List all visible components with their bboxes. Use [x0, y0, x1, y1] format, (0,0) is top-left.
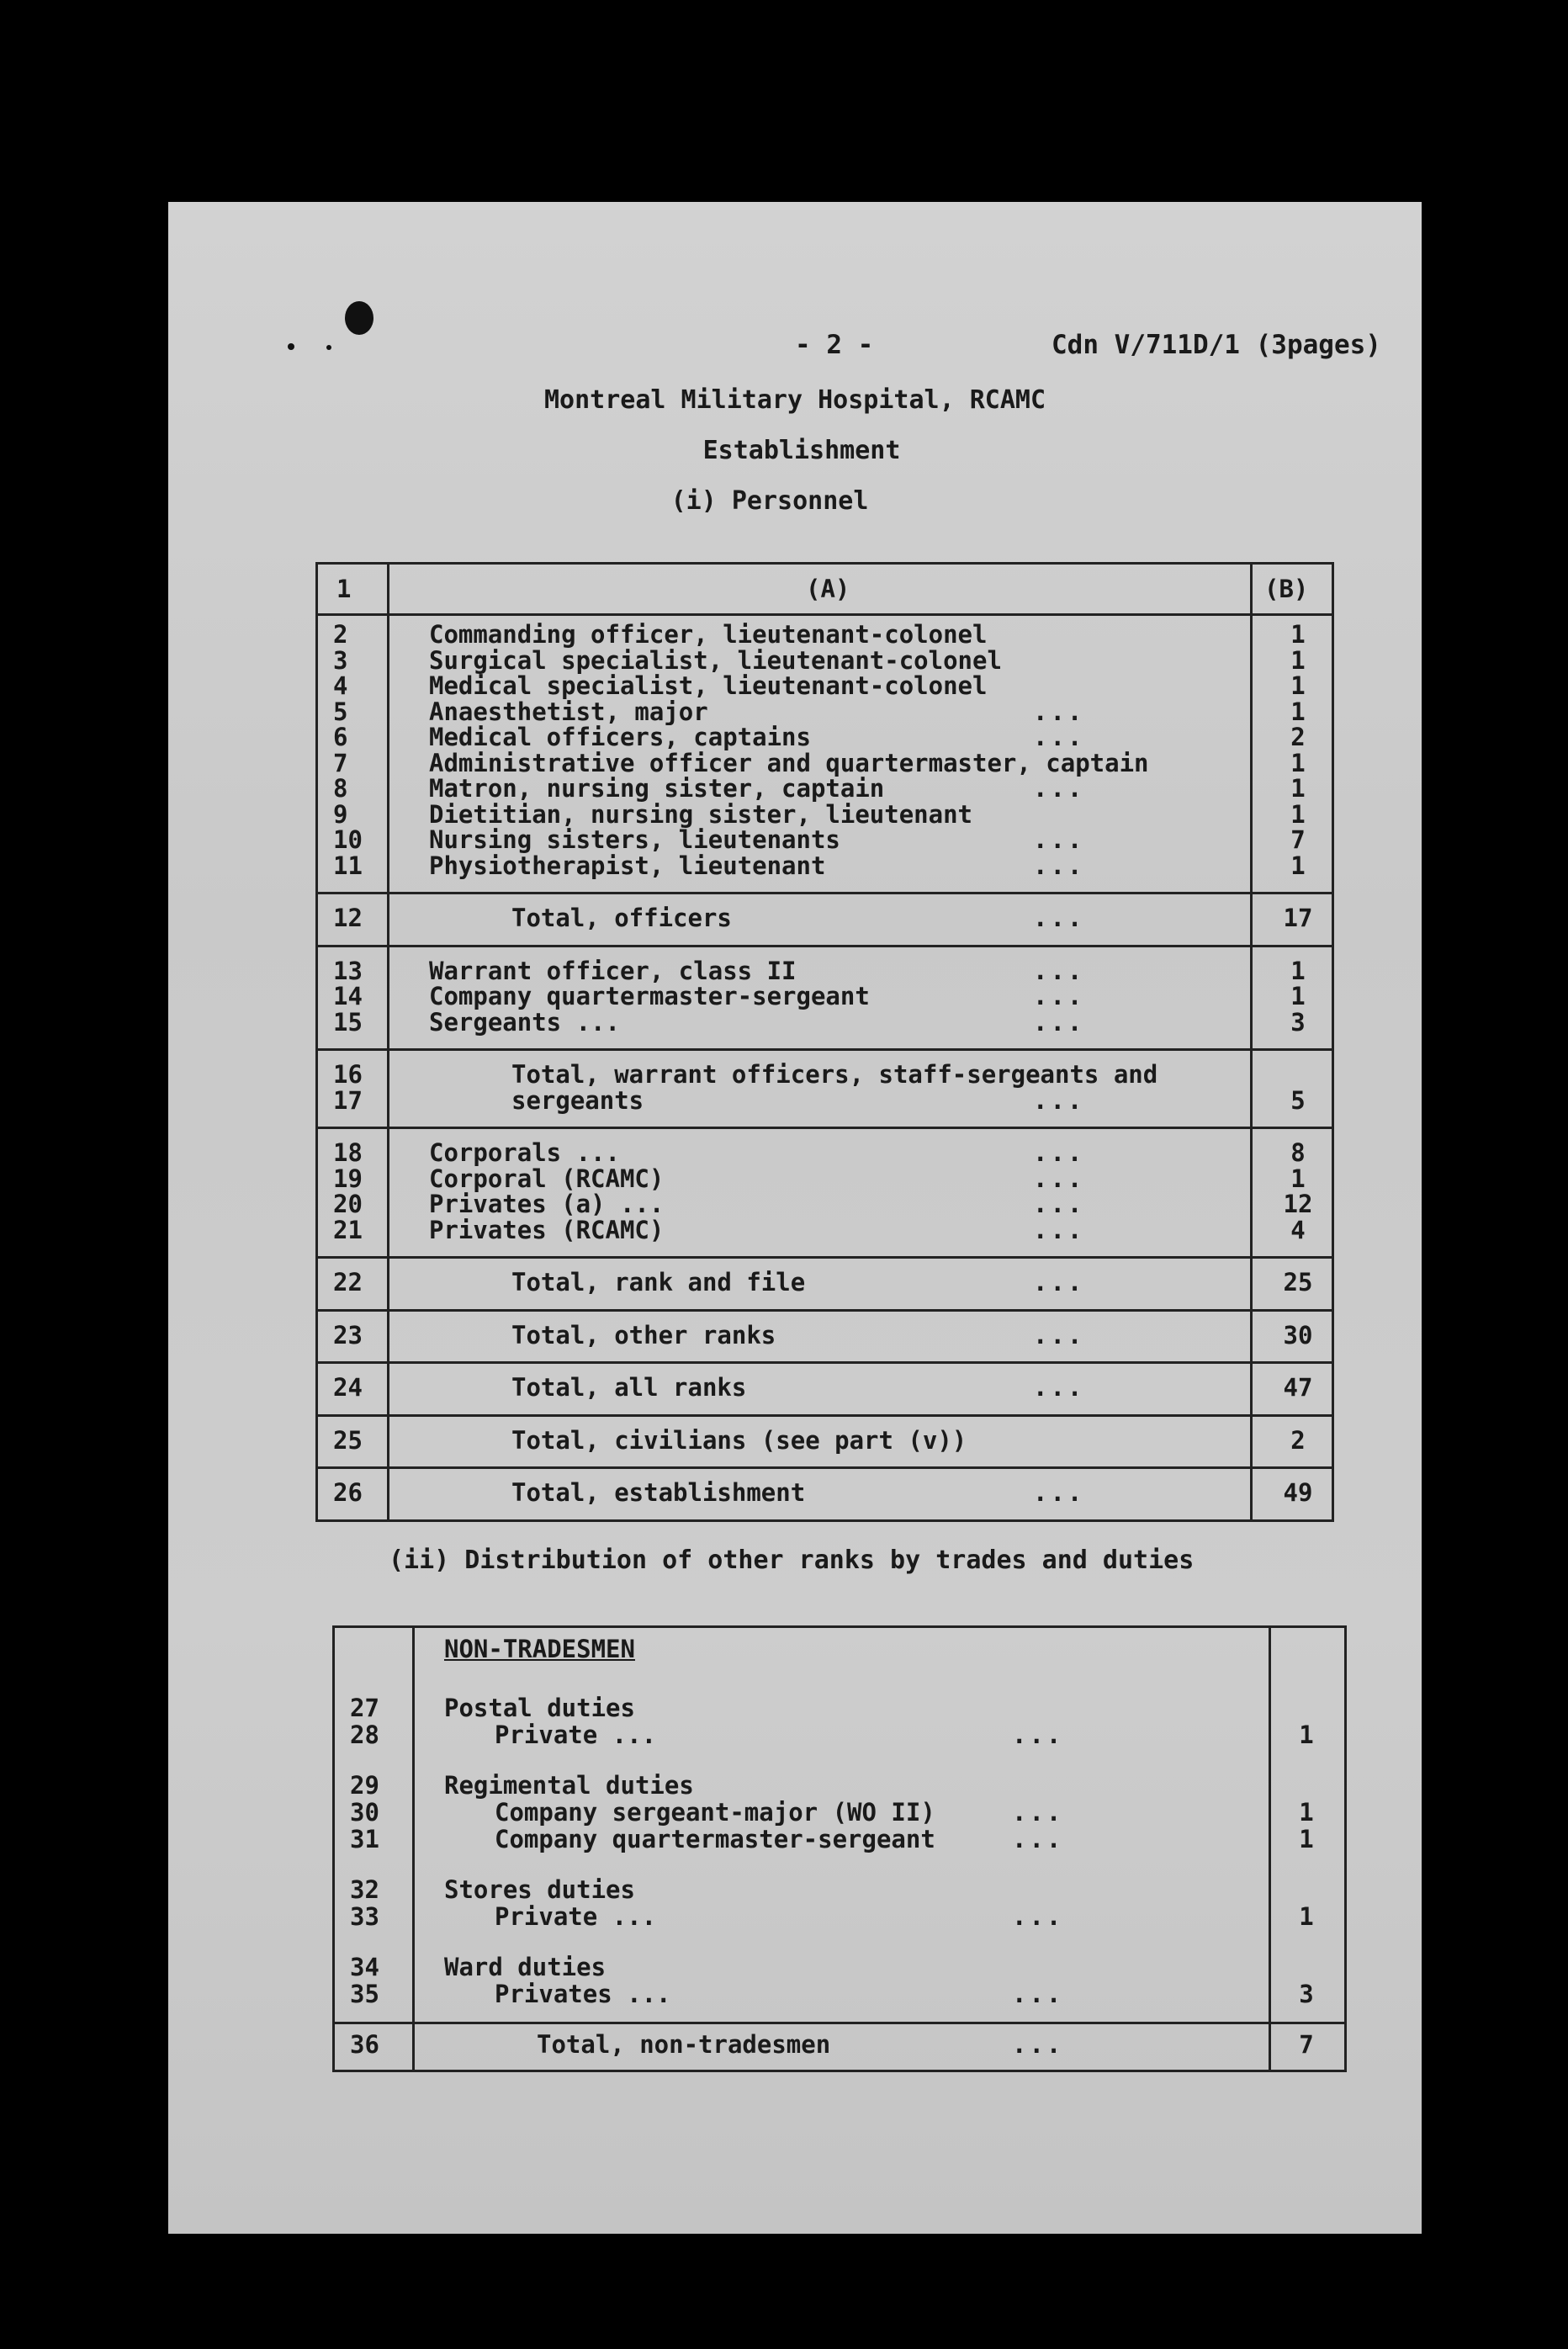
row-description: Company quartermaster-sergeant	[429, 982, 870, 1010]
row-leader-dots: ...	[1033, 723, 1085, 751]
row-description: Total, warrant officers, staff-sergeants and	[511, 1060, 1158, 1089]
row-number: 26	[333, 1478, 363, 1507]
row-value: 17	[1283, 904, 1313, 932]
row-description: Corporal (RCAMC)	[429, 1164, 665, 1193]
row-value: 3	[1290, 1007, 1306, 1037]
row-leader-dots: ...	[1033, 851, 1085, 880]
row-value: 1	[1290, 748, 1306, 777]
row-number: 2	[333, 620, 348, 649]
row-value: 1	[1290, 697, 1306, 726]
row-description: Dietitian, nursing sister, lieutenant	[429, 799, 973, 829]
total-row-leader-dots: ...	[1012, 2030, 1064, 2059]
row-number: 29	[350, 1771, 379, 1800]
group-divider	[318, 945, 1332, 947]
row-description: Warrant officer, class II	[429, 956, 797, 985]
row-value: 1	[1290, 851, 1306, 880]
row-value: 30	[1283, 1320, 1313, 1349]
row-number: 33	[350, 1902, 379, 1931]
row-value: 49	[1283, 1478, 1313, 1507]
column-num-header: 1	[336, 575, 352, 603]
ink-speck	[288, 343, 294, 350]
distribution-section-title: (ii) Distribution of other ranks by trades and duties	[389, 1546, 1195, 1575]
row-value: 1	[1290, 671, 1306, 700]
row-leader-dots: ...	[1033, 1138, 1085, 1167]
subsection-title: (i) Personnel	[670, 486, 869, 516]
row-value: 1	[1299, 1825, 1314, 1853]
row-leader-dots: ...	[1033, 1268, 1085, 1296]
section-title: Establishment	[702, 436, 901, 465]
row-leader-dots: ...	[1033, 1215, 1085, 1244]
group-divider	[318, 1309, 1332, 1312]
row-number: 23	[333, 1320, 363, 1349]
group-divider	[318, 1361, 1332, 1364]
group-divider	[318, 1048, 1332, 1051]
row-number: 24	[333, 1373, 363, 1402]
row-description: Total, all ranks	[511, 1373, 747, 1402]
row-number: 28	[350, 1721, 379, 1749]
row-value: 47	[1283, 1373, 1313, 1402]
row-leader-dots: ...	[1033, 697, 1085, 726]
ink-speck	[326, 345, 331, 350]
page-number: - 2 -	[795, 330, 874, 360]
column-a-header: (A)	[806, 575, 850, 603]
non-tradesmen-heading: NON-TRADESMEN	[444, 1635, 635, 1663]
document-title: Montreal Military Hospital, RCAMC	[543, 385, 1046, 415]
row-leader-dots: ...	[1012, 1825, 1064, 1853]
group-divider	[318, 1414, 1332, 1417]
row-value: 1	[1290, 799, 1306, 829]
row-leader-dots: ...	[1033, 1085, 1085, 1115]
row-description: Physiotherapist, lieutenant	[429, 851, 826, 880]
row-description: sergeants	[511, 1085, 644, 1115]
personnel-table	[315, 562, 1334, 1522]
row-number: 7	[333, 748, 348, 777]
row-number: 19	[333, 1164, 363, 1193]
row-number: 34	[350, 1953, 379, 1981]
row-leader-dots: ...	[1012, 1902, 1064, 1931]
row-number: 8	[333, 774, 348, 803]
row-leader-dots: ...	[1012, 1798, 1064, 1827]
row-number: 20	[333, 1190, 363, 1218]
total-divider	[335, 2022, 1344, 2024]
row-value: 2	[1290, 723, 1306, 751]
row-description: Medical officers, captains	[429, 723, 811, 751]
row-description: Total, establishment	[511, 1478, 806, 1507]
row-number: 14	[333, 982, 363, 1010]
row-description: Postal duties	[444, 1694, 635, 1722]
row-number: 9	[333, 799, 348, 829]
total-row-number: 36	[350, 2030, 379, 2059]
row-number: 32	[350, 1875, 379, 1904]
row-value: 1	[1290, 645, 1306, 675]
row-description: Corporals ...	[429, 1138, 620, 1167]
row-value: 12	[1283, 1190, 1313, 1218]
row-number: 18	[333, 1138, 363, 1167]
row-number: 27	[350, 1694, 379, 1722]
row-description: Anaesthetist, major	[429, 697, 708, 726]
row-number: 4	[333, 671, 348, 700]
row-number: 31	[350, 1825, 379, 1853]
row-description: Medical specialist, lieutenant-colonel	[429, 671, 988, 700]
row-value: 1	[1299, 1721, 1314, 1749]
row-description: Administrative officer and quartermaster, captain	[429, 748, 1149, 777]
row-description: Ward duties	[444, 1953, 607, 1981]
row-number: 6	[333, 723, 348, 751]
row-leader-dots: ...	[1033, 1478, 1085, 1507]
row-number: 35	[350, 1980, 379, 2008]
row-value: 25	[1283, 1268, 1313, 1296]
row-description: Surgical specialist, lieutenant-colonel	[429, 645, 1002, 675]
ink-blot	[345, 301, 373, 335]
row-description: Privates (RCAMC)	[429, 1215, 665, 1244]
total-row-description: Total, non-tradesmen	[537, 2030, 831, 2059]
row-leader-dots: ...	[1033, 982, 1085, 1010]
row-number: 30	[350, 1798, 379, 1827]
row-value: 1	[1299, 1798, 1314, 1827]
row-value: 7	[1290, 825, 1306, 854]
distribution-table	[332, 1625, 1347, 2072]
row-value: 2	[1290, 1425, 1306, 1455]
row-description: Total, rank and file	[511, 1268, 806, 1296]
row-description: Commanding officer, lieutenant-colonel	[429, 620, 988, 649]
row-description: Sergeants ...	[429, 1007, 620, 1037]
group-divider	[318, 892, 1332, 894]
group-divider	[318, 1127, 1332, 1129]
row-value: 1	[1290, 620, 1306, 649]
document-page	[168, 202, 1422, 2234]
row-number: 17	[333, 1085, 363, 1115]
row-value: 3	[1299, 1980, 1314, 2008]
row-leader-dots: ...	[1012, 1980, 1064, 2008]
row-value: 1	[1290, 982, 1306, 1010]
row-description: Privates (a) ...	[429, 1190, 665, 1218]
row-value: 1	[1290, 774, 1306, 803]
row-number: 5	[333, 697, 348, 726]
row-value: 1	[1290, 1164, 1306, 1193]
row-number: 16	[333, 1060, 363, 1089]
row-description: Private ...	[495, 1902, 657, 1931]
row-description: Nursing sisters, lieutenants	[429, 825, 840, 854]
row-description: Matron, nursing sister, captain	[429, 774, 885, 803]
row-leader-dots: ...	[1033, 904, 1085, 932]
row-leader-dots: ...	[1012, 1721, 1064, 1749]
row-description: Company quartermaster-sergeant	[495, 1825, 935, 1853]
row-leader-dots: ...	[1033, 774, 1085, 803]
column-b-header: (B)	[1264, 575, 1309, 603]
row-description: Privates ...	[495, 1980, 671, 2008]
row-number: 11	[333, 851, 363, 880]
header-divider	[318, 613, 1332, 616]
row-description: Company sergeant-major (WO II)	[495, 1798, 935, 1827]
row-leader-dots: ...	[1033, 1190, 1085, 1218]
row-value: 1	[1290, 956, 1306, 985]
row-number: 13	[333, 956, 363, 985]
row-number: 3	[333, 645, 348, 675]
row-description: Total, other ranks	[511, 1320, 776, 1349]
row-number: 21	[333, 1215, 363, 1244]
row-leader-dots: ...	[1033, 825, 1085, 854]
row-description: Total, civilians (see part (v))	[511, 1425, 967, 1455]
row-value: 4	[1290, 1215, 1306, 1244]
row-number: 25	[333, 1425, 363, 1455]
group-divider	[318, 1256, 1332, 1259]
row-leader-dots: ...	[1033, 956, 1085, 985]
row-description: Regimental duties	[444, 1771, 694, 1800]
row-value: 5	[1290, 1085, 1306, 1115]
row-number: 22	[333, 1268, 363, 1296]
row-number: 15	[333, 1007, 363, 1037]
row-description: Stores duties	[444, 1875, 635, 1904]
row-leader-dots: ...	[1033, 1320, 1085, 1349]
row-leader-dots: ...	[1033, 1373, 1085, 1402]
row-value: 8	[1290, 1138, 1306, 1167]
document-reference: Cdn V/711D/1 (3pages)	[1052, 330, 1381, 360]
row-description: Total, officers	[511, 904, 732, 932]
row-value: 1	[1299, 1902, 1314, 1931]
row-description: Private ...	[495, 1721, 657, 1749]
row-leader-dots: ...	[1033, 1164, 1085, 1193]
row-leader-dots: ...	[1033, 1007, 1085, 1037]
total-row-value: 7	[1299, 2030, 1314, 2059]
group-divider	[318, 1466, 1332, 1469]
row-number: 12	[333, 904, 363, 932]
row-number: 10	[333, 825, 363, 854]
